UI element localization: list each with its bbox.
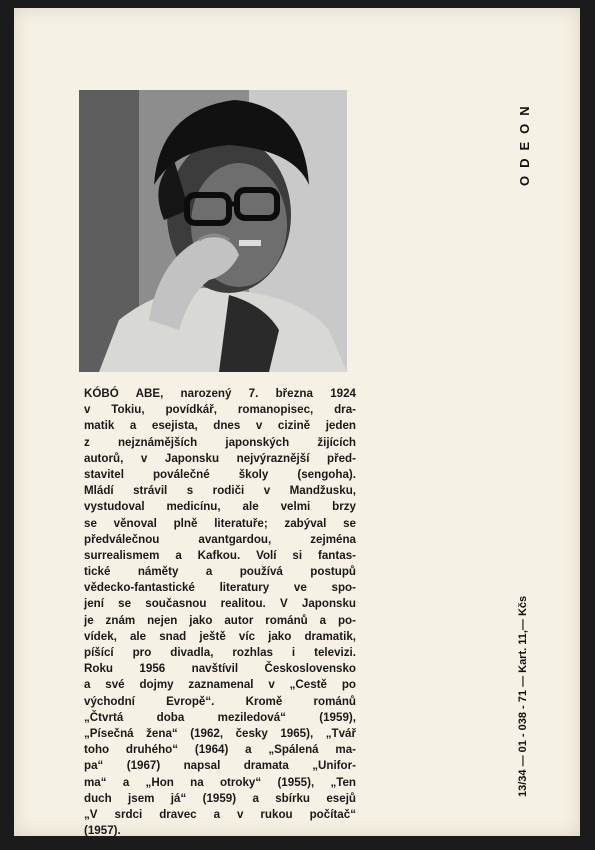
bio-line: autorů, v Japonsku nejvýraznější před-	[84, 451, 356, 465]
bio-line: vídek, ale snad ještě víc jako dramatik,	[84, 629, 356, 643]
bio-line: surrealismem a Kafkou. Volí si fantas-	[84, 548, 356, 562]
bio-line: (1957).	[84, 824, 121, 838]
bio-line: v Tokiu, povídkář, romanopisec, dra-	[84, 403, 356, 417]
publisher-name: ODEON	[517, 98, 532, 186]
bio-line: Roku 1956 navštívil Československo	[84, 662, 356, 676]
bio-line: matik a esejista, dnes v cizině jeden	[84, 419, 356, 433]
author-portrait-image	[79, 90, 347, 372]
bio-line: se věnoval plně literatuře; zabýval se	[84, 516, 356, 530]
bio-line: „V srdci dravec a v rukou počítač“	[84, 807, 356, 821]
bio-line: toho druhého“ (1964) a „Spálená ma-	[84, 743, 356, 757]
bio-line: píšící pro divadla, rozhlas i televizi.	[84, 646, 356, 659]
bio-line: pa“ (1967) napsal dramata „Unifor-	[84, 759, 356, 773]
bio-line: stavitel poválečné školy (sengoha).	[84, 467, 356, 481]
bio-line: vystudoval medicínu, ale velmi brzy	[84, 500, 356, 514]
bio-line: východní Evropě“. Kromě románů	[84, 694, 356, 708]
bio-line: tické náměty a používá postupů	[84, 565, 356, 579]
bio-line: vědecko-fantastické literatury ve spo-	[84, 581, 356, 595]
bio-line: „Písečná žena“ (1962, česky 1965), „Tvář	[84, 726, 356, 740]
bio-line: a své dojmy zaznamenal v „Cestě po	[84, 678, 356, 692]
bio-line: je znám nejen jako autor románů a po-	[84, 613, 356, 627]
bio-line: „Čtvrtá doba meziledová“ (1959),	[84, 710, 356, 724]
bio-line: duch jsem já“ (1959) a sbírku esejů	[84, 791, 356, 805]
author-photo	[79, 90, 347, 372]
bio-line: předválečnou avantgardou, zejména	[84, 532, 356, 546]
bio-line: z nejznámějších japonských žijících	[84, 435, 356, 449]
bio-line: Mládí strávil s rodiči v Mandžusku,	[84, 484, 356, 498]
bio-line: KÓBÓ ABE, narozený 7. března 1924	[84, 387, 356, 400]
author-biography	[84, 386, 356, 839]
bio-line: jení se současnou realitou. V Japonsku	[84, 597, 356, 611]
bio-line: ma“ a „Hon na otroky“ (1955), „Ten	[84, 775, 356, 789]
catalog-info: 13/34 — 01 - 038 - 71 — Kart. 11,— Kčs	[517, 595, 529, 797]
